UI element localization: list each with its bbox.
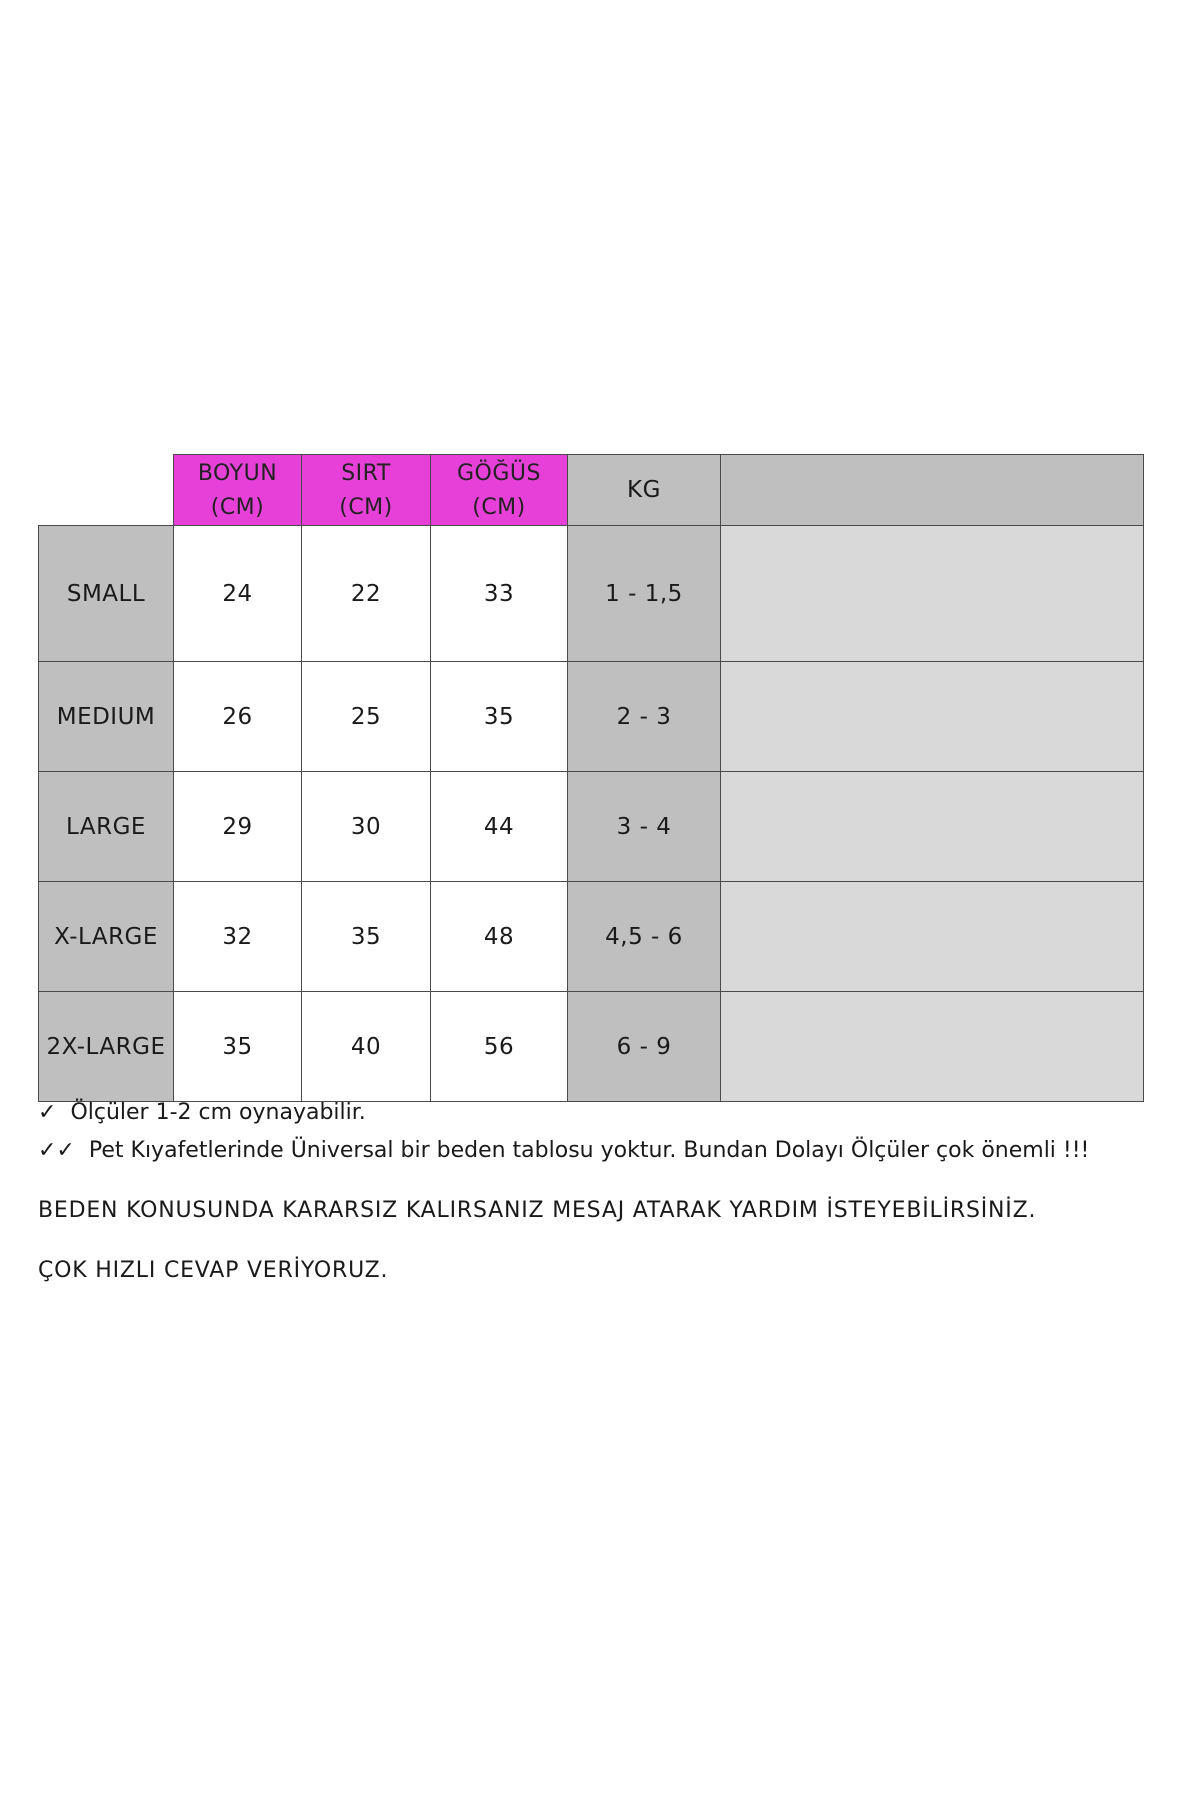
- double-check-icon: ✓✓: [38, 1138, 75, 1163]
- extra-cell: [721, 772, 1144, 882]
- sirt-value: 35: [302, 882, 431, 992]
- table-row: [39, 662, 1144, 772]
- note-fast-reply: ÇOK HIZLI CEVAP VERİYORUZ.: [38, 1258, 389, 1283]
- header-sirt-title: SIRT: [341, 461, 391, 486]
- boyun-value: 26: [174, 662, 302, 772]
- extra-cell: [721, 882, 1144, 992]
- header-sirt: [302, 455, 431, 526]
- extra-cell: [721, 662, 1144, 772]
- note-measurement-tolerance: [38, 1100, 366, 1125]
- gogus-value: 35: [431, 662, 568, 772]
- check-icon: ✓: [38, 1100, 57, 1125]
- sirt-value: 25: [302, 662, 431, 772]
- size-label: LARGE: [39, 772, 174, 882]
- size-label: SMALL: [39, 526, 174, 662]
- note-universal-size: [38, 1138, 1089, 1163]
- table-row: [39, 526, 1144, 662]
- kg-value: 3 - 4: [568, 772, 721, 882]
- sirt-value: 22: [302, 526, 431, 662]
- header-gogus-unit: (CM): [472, 495, 526, 520]
- note-help-message: BEDEN KONUSUNDA KARARSIZ KALIRSANIZ MESAJ ATARAK YARDIM İSTEYEBİLİRSİNİZ.: [38, 1198, 1037, 1223]
- note-text: Pet Kıyafetlerinde Üniversal bir beden tablosu yoktur. Bundan Dolayı Ölçüler çok önemli !!!: [88, 1138, 1090, 1163]
- sirt-value: 30: [302, 772, 431, 882]
- kg-value: 6 - 9: [568, 992, 721, 1102]
- note-text: Ölçüler 1-2 cm oynayabilir.: [70, 1100, 366, 1125]
- corner-cell: [39, 455, 174, 526]
- header-boyun: [174, 455, 302, 526]
- gogus-value: 44: [431, 772, 568, 882]
- extra-cell: [721, 526, 1144, 662]
- extra-cell: [721, 992, 1144, 1102]
- boyun-value: 24: [174, 526, 302, 662]
- kg-value: 4,5 - 6: [568, 882, 721, 992]
- sirt-value: 40: [302, 992, 431, 1102]
- header-extra: [721, 455, 1144, 526]
- header-boyun-unit: (CM): [210, 495, 265, 520]
- kg-value: 1 - 1,5: [568, 526, 721, 662]
- table-row: [39, 772, 1144, 882]
- gogus-value: 48: [431, 882, 568, 992]
- boyun-value: 32: [174, 882, 302, 992]
- size-label: MEDIUM: [39, 662, 174, 772]
- table-row: [39, 992, 1144, 1102]
- gogus-value: 33: [431, 526, 568, 662]
- gogus-value: 56: [431, 992, 568, 1102]
- kg-value: 2 - 3: [568, 662, 721, 772]
- boyun-value: 35: [174, 992, 302, 1102]
- size-label: 2X-LARGE: [39, 992, 174, 1102]
- header-row: [39, 455, 1144, 526]
- header-kg: KG: [568, 455, 721, 526]
- table-row: [39, 882, 1144, 992]
- size-chart-table: [38, 454, 1144, 1102]
- header-boyun-title: BOYUN: [197, 461, 278, 486]
- header-gogus: [431, 455, 568, 526]
- size-label: X-LARGE: [39, 882, 174, 992]
- boyun-value: 29: [174, 772, 302, 882]
- header-sirt-unit: (CM): [339, 495, 393, 520]
- header-gogus-title: GÖĞÜS: [457, 461, 541, 486]
